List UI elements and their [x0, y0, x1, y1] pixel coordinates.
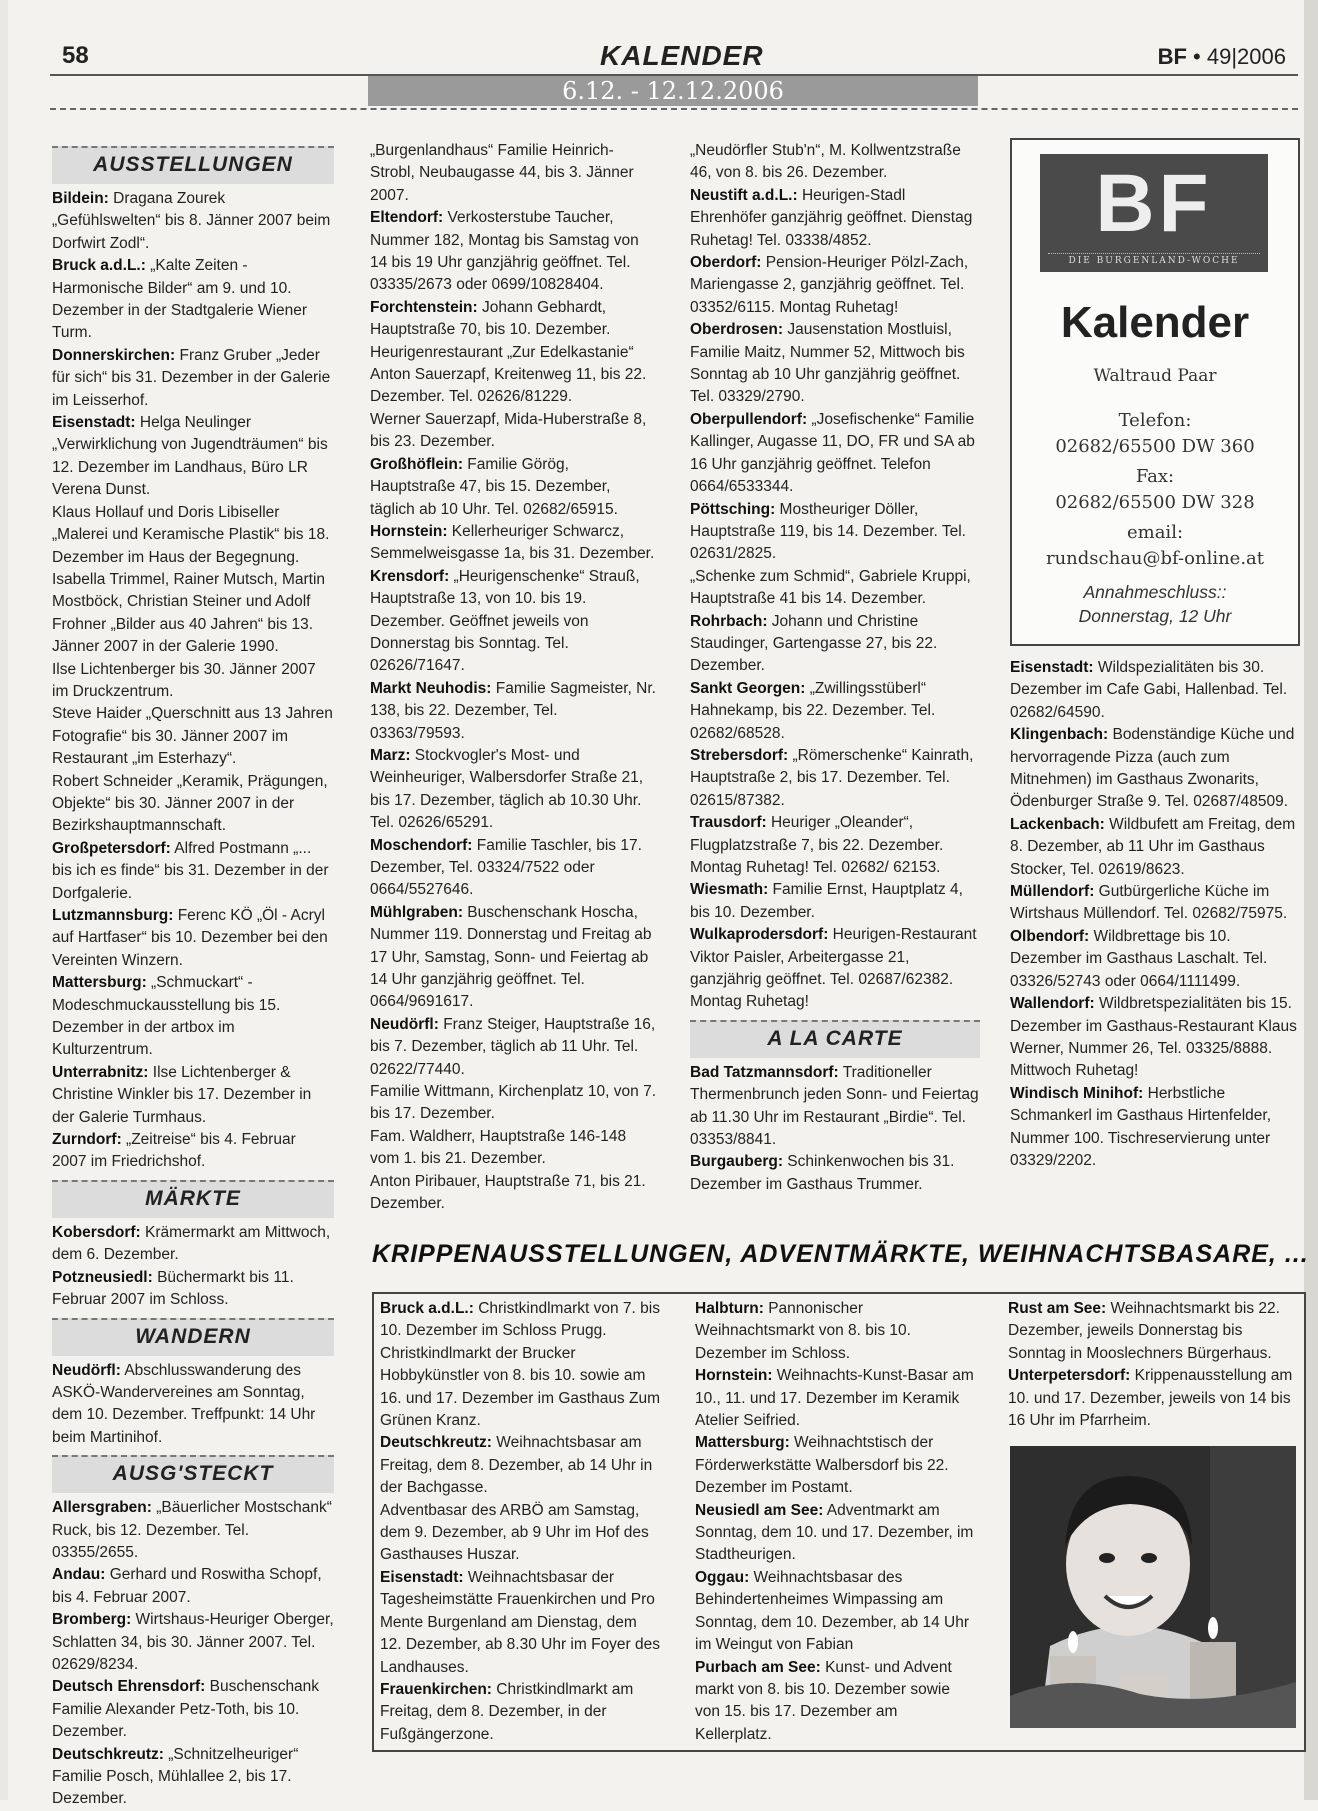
listing-entry: [370, 835, 656, 902]
listing-entry: [690, 140, 980, 185]
listing-text: Klaus Hollauf und Doris Libiseller „Malerei und Keramische Plastik“ bis 18. Dezember im Haus der Begegnung.: [52, 503, 330, 566]
listing-place: Kobersdorf:: [52, 1223, 141, 1241]
listing-place: Mattersburg:: [695, 1434, 790, 1452]
listing-place: Großhöflein:: [370, 455, 463, 473]
listing-text: Familie Sagmeister, Nr. 138, bis 22. Dezember, Tel. 03363/79593.: [370, 679, 656, 742]
issue-number: 49|2006: [1206, 44, 1286, 69]
listing-entry: [52, 412, 334, 502]
listing-place: Purbach am See:: [695, 1658, 821, 1676]
listing-text: Weihnachtsbasar des Behindertenheimes Wimpassing am Sonntag, dem 10. Dezember, ab 14 Uhr im Weingut von Fabian: [695, 1568, 969, 1654]
listing-place: Wulkaprodersdorf:: [690, 926, 829, 944]
listing-place: Bad Tatzmannsdorf:: [690, 1063, 839, 1081]
listing-entry: [52, 1360, 334, 1450]
editor-name: Waltraud Paar: [1093, 366, 1217, 386]
listing-place: Moschendorf:: [370, 836, 473, 854]
listing-entry: [380, 1567, 662, 1679]
listing-entry: [370, 207, 656, 297]
listing-place: Rohrbach:: [690, 612, 768, 630]
listing-text: Johann und Christine Staudinger, Gartengasse 27, bis 22. Dezember.: [690, 612, 938, 675]
listing-text: Adventbasar des ARBÖ am Samstag, dem 9. Dezember, ab 9 Uhr im Hof des Gasthauses Huszar.: [380, 1501, 649, 1564]
listing-place: Andau:: [52, 1566, 106, 1584]
listing-place: Sankt Georgen:: [690, 679, 806, 697]
listing-text: „Römerschenke“ Kainrath, Hauptstraße 2, bis 17. Dezember. Tel. 02615/87382.: [690, 746, 974, 809]
listing-text: Anton Piribauer, Hauptstraße 71, bis 21. Dezember.: [370, 1172, 646, 1213]
listing-entry: [690, 924, 980, 1014]
listing-entry: [690, 499, 980, 566]
listing-text: Buschenschank Familie Alexander Petz-Toth, bis 10. Dezember.: [52, 1678, 320, 1741]
listing-place: Halbturn:: [695, 1300, 764, 1317]
listing-place: Potzneusiedl:: [52, 1268, 153, 1286]
listing-place: Frauenkirchen:: [380, 1680, 492, 1698]
listing-place: Eisenstadt:: [1010, 659, 1094, 676]
listing-entry: [370, 902, 656, 1014]
listing-entry: [1010, 881, 1300, 926]
page-number: 58: [62, 42, 89, 69]
listing-entry: [52, 188, 334, 255]
listing-text: Christkindlmarkt am Freitag, dem 8. Dezember, in der Fußgängerzone.: [380, 1680, 634, 1743]
listing-entry: [52, 703, 334, 770]
listing-place: Oberdrosen:: [690, 321, 784, 339]
listing-entry: [52, 838, 334, 905]
listing-place: Unterpetersdorf:: [1008, 1367, 1131, 1385]
listing-entry: [695, 1567, 977, 1657]
listing-text: Steve Haider „Querschnitt aus 13 Jahren Fotografie“ bis 30. Jänner 2007 im Restaurant „im Esterhazy“.: [52, 705, 333, 768]
listing-text: Wildbufett am Freitag, dem 8. Dezember, ab 11 Uhr im Gasthaus Stocker, Tel. 02619/8623.: [1010, 815, 1296, 878]
listing-place: Eisenstadt:: [380, 1568, 464, 1586]
listing-text: Heurigen-Restaurant Viktor Paisler, Arbeitergasse 21, ganzjährig geöffnet. Tel. 02687/62382. Montag Ruhetag!: [690, 926, 977, 1011]
listing-text: Herbstliche Schmankerl im Gasthaus Hirtenfelder, Nummer 100. Tischreservierung unter 03329/2202.: [1010, 1084, 1272, 1169]
listing-entry: [52, 1564, 334, 1609]
listing-text: Verkosterstube Taucher, Nummer 182, Montag bis Samstag von 14 bis 19 Uhr ganzjährig geöffnet. Tel. 03335/2673 oder 0699/10828404.: [370, 209, 639, 294]
listing-place: Oberpullendorf:: [690, 410, 808, 428]
listing-entry: [1010, 993, 1300, 1083]
listing-place: Müllendorf:: [1010, 883, 1095, 901]
listing-place: Deutsch Ehrensdorf:: [52, 1678, 206, 1696]
listing-text: Wildbretspezialitäten bis 15. Dezember im Gasthaus-Restaurant Klaus Werner, Nummer 26, Tel. 03325/8888. Mittwoch Ruhetag!: [1010, 995, 1297, 1080]
listing-entry: [52, 1676, 334, 1743]
listing-entry: [370, 1014, 656, 1081]
kalender-heading: Kalender: [1060, 298, 1250, 347]
listing-place: Neustift a.d.L.:: [690, 186, 798, 204]
listing-text: Weihnachts-Kunst-Basar am 10., 11. und 17. Dezember im Keramik Atelier Seifried.: [695, 1367, 974, 1430]
page-left-margin: [0, 0, 8, 1800]
deadline-value: Donnerstag, 12 Uhr: [1078, 606, 1232, 626]
column-2: [370, 140, 656, 1216]
listing-entry: [370, 566, 656, 678]
listing-text: „Zwillingsstüberl“ Hahnekamp, bis 22. Dezember. Tel. 02682/68528.: [690, 679, 936, 742]
listing-place: Pöttsching:: [690, 500, 776, 518]
listing-text: Mostheuriger Döller, Hauptstraße 119, bis 14. Dezember. Tel. 02631/2825.: [690, 500, 966, 563]
listing-entry: [52, 659, 334, 704]
listing-text: „Heurigenschenke“ Strauß, Hauptstraße 13, von 10. bis 19. Dezember. Geöffnet jeweils von Donnerstag bis Sonntag. Tel. 02626/71647.: [370, 567, 640, 675]
listing-place: Lutzmannsburg:: [52, 907, 174, 924]
phone-label: Telefon:: [1118, 410, 1192, 431]
listing-entry: [690, 745, 980, 812]
listing-text: Franz Gruber „Jeder für sich“ bis 31. Dezember in der Galerie im Leisserhof.: [52, 346, 331, 409]
column-3: [690, 140, 980, 1196]
listing-entry: [690, 409, 980, 499]
listing-text: Werner Sauerzapf, Mida-Huberstraße 8, bis 23. Dezember.: [370, 410, 647, 451]
listing-entry: [370, 745, 656, 835]
listing-entry: [1010, 926, 1300, 993]
listing-place: Allersgraben:: [52, 1499, 152, 1517]
listing-entry: [370, 678, 656, 745]
listing-place: Marz:: [370, 746, 411, 764]
listing-text: Stockvogler's Most- und Weinheuriger, Walbersdorfer Straße 21, bis 17. Dezember, täglich ab 10.30 Uhr. Tel. 02626/65291.: [370, 746, 644, 832]
listing-text: Krippenausstellung am 10. und 17. Dezember, jeweils von 14 bis 16 Uhr im Pfarrheim.: [1008, 1367, 1293, 1430]
listing-text: Ferenc KÖ „Öl - Acryl auf Hartfaser“ bis 10. Dezember bei den Vereinten Winzern.: [52, 907, 328, 969]
krippen-column-3: [1008, 1298, 1298, 1432]
listing-place: Rust am See:: [1008, 1300, 1107, 1317]
section-heading-m-rkte: MÄRKTE: [52, 1180, 334, 1218]
child-candles-photo: [1010, 1446, 1296, 1728]
krippen-column-2: [695, 1298, 977, 1746]
section-heading-wandern: WANDERN: [52, 1318, 334, 1356]
listing-entry: [690, 812, 980, 879]
listing-text: Buschenschank Hoscha, Nummer 119. Donnerstag und Freitag ab 17 Uhr, Samstag, Sonn- und Feiertag ab 14 Uhr ganzjährig geöffnet. Tel. 0664/9691617.: [370, 903, 652, 1011]
listing-entry: [52, 1129, 334, 1174]
listing-place: Mattersburg:: [52, 974, 147, 992]
listing-entry: [690, 678, 980, 745]
listing-entry: [380, 1679, 662, 1746]
listing-text: Kellerheuriger Schwarcz, Semmelweisgasse 1a, bis 31. Dezember.: [370, 522, 655, 563]
listing-entry: [695, 1365, 977, 1432]
krippen-heading: KRIPPENAUSSTELLUNGEN, ADVENTMÄRKTE, WEIHNACHTSBASARE, ...: [372, 1240, 1309, 1268]
listing-text: Heurigenrestaurant „Zur Edelkastanie“ Anton Sauerzapf, Kreitenweg 11, bis 22. Dezember. Tel. 02626/81229.: [370, 343, 647, 406]
listing-text: „Burgenlandhaus“ Familie Heinrich-Strobl, Neubaugasse 44, bis 3. Jänner 2007.: [370, 142, 634, 204]
bf-logo: [1040, 154, 1268, 272]
listing-entry: [370, 342, 656, 409]
listing-entry: [52, 771, 334, 838]
listing-place: Zurndorf:: [52, 1131, 122, 1149]
listing-text: Pension-Heuriger Pölzl-Zach, Mariengasse 2, ganzjährig geöffnet. Tel. 03352/6115. Montag Ruhetag!: [690, 254, 969, 316]
listing-text: Christkindlmarkt der Brucker Hobbykünstler von 8. bis 10. sowie am 16. und 17. Dezember im Gasthaus Zum Grünen Kranz.: [380, 1344, 660, 1430]
listing-text: Weihnachtsbasar am Freitag, dem 8. Dezember, ab 14 Uhr in der Bachgasse.: [380, 1434, 653, 1497]
header-dashed-rule: [50, 108, 1298, 110]
fax-number: 02682/65500 DW 328: [1055, 492, 1255, 513]
listing-place: Windisch Minihof:: [1010, 1084, 1144, 1102]
listing-entry: [1010, 814, 1300, 881]
column-1: [52, 140, 334, 1811]
listing-text: Isabella Trimmel, Rainer Mutsch, Martin Mostböck, Christian Steiner und Adolf Frohner „Bilder aus 40 Jahren“ bis 13. Jänner 2007 in der Galerie 1990.: [52, 570, 326, 656]
listing-text: Wildspezialitäten bis 30. Dezember im Cafe Gabi, Hallenbad. Tel. 02682/64590.: [1010, 659, 1288, 721]
listing-entry: [690, 319, 980, 409]
listing-place: Hornstein:: [695, 1367, 773, 1385]
listing-entry: [695, 1657, 977, 1747]
listing-place: Strebersdorf:: [690, 746, 789, 764]
listing-place: Bildein:: [52, 190, 109, 207]
listing-place: Burgauberg:: [690, 1153, 783, 1171]
listing-text: Familie Taschler, bis 17. Dezember, Tel. 03324/7522 oder 0664/5527646.: [370, 836, 642, 899]
listing-text: Wirtshaus-Heuriger Oberger, Schlatten 34, bis 30. Jänner 2007. Tel. 02629/8234.: [52, 1611, 334, 1673]
listing-place: Bromberg:: [52, 1611, 132, 1629]
listing-place: Neusiedl am See:: [695, 1501, 824, 1519]
listing-text: Robert Schneider „Keramik, Prägungen, Objekte“ bis 30. Jänner 2007 in der Bezirkshauptmannschaft.: [52, 772, 328, 835]
listing-place: Großpetersdorf:: [52, 839, 171, 857]
listing-text: Bodenständige Küche und hervorragende Pizza (auch zum Mitnehmen) im Gasthaus Zwonarits, Ödenburger Straße 9. Tel. 02687/48509.: [1010, 726, 1295, 811]
listing-entry: [690, 566, 980, 611]
listing-entry: [380, 1298, 662, 1343]
email-address[interactable]: rundschau@bf-online.at: [1045, 548, 1265, 569]
listing-entry: [690, 185, 980, 252]
listing-entry: [695, 1432, 977, 1499]
phone-number: 02682/65500 DW 360: [1055, 436, 1255, 457]
listing-place: Markt Neuhodis:: [370, 679, 492, 697]
listing-entry: [52, 972, 334, 1062]
issue-info: [1158, 44, 1286, 70]
bf-logo-subtitle: DIE BURGENLAND-WOCHE: [1048, 253, 1260, 266]
issue-separator: •: [1193, 44, 1201, 69]
listing-entry: [370, 140, 656, 207]
listing-place: Hornstein:: [370, 522, 448, 540]
listing-text: Weihnachtsmarkt bis 22. Dezember, jeweils Donnerstag bis Sonntag in Mooslechners Bürgerhaus.: [1008, 1300, 1280, 1362]
page-right-fold: [1304, 0, 1318, 1800]
listing-entry: [690, 611, 980, 678]
listing-entry: [52, 1609, 334, 1676]
listing-entry: [1008, 1365, 1298, 1432]
listing-entry: [690, 252, 980, 319]
listing-text: Familie Wittmann, Kirchenplatz 10, von 7. bis 17. Dezember.: [370, 1083, 657, 1123]
listing-text: „Neudörfler Stub'n“, M. Kollwentzstraße 46, von 8. bis 26. Dezember.: [690, 142, 961, 182]
listing-text: „Schnitzelheuriger“ Familie Posch, Mühlallee 2, bis 17. Dezember.: [52, 1745, 299, 1808]
listing-entry: [1010, 657, 1300, 724]
contact-info-box: [1010, 138, 1300, 646]
listing-place: Bruck a.d.L.:: [380, 1300, 474, 1317]
listing-text: „Schenke zum Schmid“, Gabriele Kruppi, Hauptstraße 41 bis 14. Dezember.: [690, 567, 971, 608]
listing-text: Ilse Lichtenberger & Christine Winkler bis 17. Dezember in der Galerie Turmhaus.: [52, 1063, 312, 1126]
bf-logo-letters: BF: [1095, 158, 1213, 249]
listing-place: Eisenstadt:: [52, 414, 136, 432]
page-title: KALENDER: [600, 40, 764, 71]
listing-text: Gerhard und Roswitha Schopf, bis 4. Februar 2007.: [52, 1566, 322, 1606]
listing-entry: [370, 521, 656, 566]
listing-text: Kunst- und Advent markt von 8. bis 10. Dezember sowie von 15. bis 17. Dezember am Kellerplatz.: [695, 1658, 952, 1743]
listing-place: Deutschkreutz:: [52, 1745, 164, 1763]
listing-entry: [380, 1500, 662, 1567]
listing-place: Forchtenstein:: [370, 298, 478, 316]
section-heading-ausstellungen: AUSSTELLUNGEN: [52, 146, 334, 184]
listing-text: Gutbürgerliche Küche im Wirtshaus Müllendorf. Tel. 02682/75975.: [1010, 883, 1288, 923]
listing-entry: [695, 1298, 977, 1365]
listing-text: Traditioneller Thermenbrunch jeden Sonn- und Feiertag ab 11.30 Uhr im Restaurant „Birdie“. Tel. 03353/8841.: [690, 1063, 979, 1149]
listing-text: „Zeitreise“ bis 4. Februar 2007 im Friedrichshof.: [52, 1131, 296, 1171]
listing-entry: [1010, 1083, 1300, 1173]
listing-text: Heuriger „Oleander“, Flugplatzstraße 7, bis 22. Dezember. Montag Ruhetag! Tel. 02682/ 62153.: [690, 814, 944, 876]
listing-text: Ilse Lichtenberger bis 30. Jänner 2007 im Druckzentrum.: [52, 660, 316, 700]
listing-place: Wallendorf:: [1010, 995, 1095, 1013]
deadline-label: Annahmeschluss::: [1083, 582, 1227, 602]
listing-entry: [695, 1500, 977, 1567]
listing-entry: [52, 569, 334, 659]
listing-text: Familie Görög, Hauptstraße 47, bis 15. Dezember, täglich ab 10 Uhr. Tel. 02682/65915.: [370, 455, 618, 518]
listing-text: „Josefischenke“ Familie Kallinger, Augasse 11, DO, FR und SA ab 16 Uhr ganzjährig geöffnet. Telefon 0664/6533344.: [690, 410, 975, 496]
listing-place: Oberdorf:: [690, 254, 762, 272]
listing-place: Bruck a.d.L.:: [52, 257, 146, 275]
email-label: email:: [1126, 522, 1184, 543]
listing-entry: [52, 1267, 334, 1312]
listing-text: Krämermarkt am Mittwoch, dem 6. Dezember.: [52, 1223, 331, 1264]
listing-text: Alfred Postmann „... bis ich es finde“ bis 31. Dezember in der Dorfgalerie.: [52, 839, 329, 902]
listing-entry: [380, 1432, 662, 1499]
listing-entry: [690, 879, 980, 924]
listing-entry: [52, 1497, 334, 1564]
date-range-band: 6.12. - 12.12.2006: [368, 76, 978, 106]
listing-entry: [370, 297, 656, 342]
listing-text: Adventmarkt am Sonntag, dem 10. und 17. Dezember, im Stadtheurigen.: [695, 1501, 974, 1564]
listing-entry: [690, 1062, 980, 1152]
listing-place: Krensdorf:: [370, 567, 450, 585]
listing-place: Wiesmath:: [690, 881, 769, 899]
listing-text: „Kalte Zeiten - Harmonische Bilder“ am 9. und 10. Dezember in der Stadtgalerie Wiener Turm.: [52, 257, 308, 342]
listing-entry: [52, 1222, 334, 1267]
listing-place: Eltendorf:: [370, 209, 444, 227]
listing-entry: [690, 1151, 980, 1196]
listing-place: Neudörfl:: [52, 1361, 121, 1379]
listing-text: Christkindlmarkt von 7. bis 10. Dezember im Schloss Prugg.: [380, 1300, 660, 1340]
listing-text: Heurigen-Stadl Ehrenhöfer ganzjährig geöffnet. Dienstag Ruhetag! Tel. 03338/4852.: [690, 186, 973, 249]
listing-text: Weihnachtstisch der Förderwerkstätte Walbersdorf bis 22. Dezember im Postamt.: [695, 1434, 949, 1497]
listing-text: Jausenstation Mostluisl, Familie Maitz, Nummer 52, Mittwoch bis Sonntag ab 10 Uhr ganzjährig geöffnet. Tel. 03329/2790.: [690, 321, 965, 406]
column-4: [1010, 657, 1300, 1172]
listing-entry: [370, 454, 656, 521]
listing-place: Olbendorf:: [1010, 927, 1090, 945]
listing-entry: [1010, 724, 1300, 814]
photo-illustration: [1010, 1446, 1296, 1728]
listing-text: Franz Steiger, Hauptstraße 16, bis 7. Dezember, täglich ab 11 Uhr. Tel. 02622/77440.: [370, 1015, 656, 1078]
listing-place: Deutschkreutz:: [380, 1434, 492, 1452]
listing-text: Johann Gebhardt, Hauptstraße 70, bis 10. Dezember.: [370, 298, 611, 339]
listing-text: Wildbrettage bis 10. Dezember im Gasthaus Laschalt. Tel. 03326/52743 oder 0664/1111499.: [1010, 927, 1268, 990]
listing-entry: [52, 1744, 334, 1811]
listing-text: Dragana Zourek „Gefühlswelten“ bis 8. Jänner 2007 beim Dorfwirt Zodl“.: [52, 190, 331, 252]
listing-place: Donnerskirchen:: [52, 346, 176, 364]
listing-entry: [370, 1081, 656, 1126]
listing-entry: [380, 1343, 662, 1433]
section-heading-a-la-carte: A LA CARTE: [690, 1020, 980, 1058]
listing-place: Trausdorf:: [690, 814, 767, 832]
listing-text: „Bäuerlicher Mostschank“ Ruck, bis 12. Dezember. Tel. 03355/2655.: [52, 1499, 332, 1561]
listing-text: Fam. Waldherr, Hauptstraße 146-148 vom 1. bis 21. Dezember.: [370, 1127, 627, 1168]
listing-place: Oggau:: [695, 1568, 750, 1586]
listing-entry: [52, 1062, 334, 1129]
listing-entry: [370, 1171, 656, 1216]
listing-entry: [370, 1126, 656, 1171]
section-heading-ausg-steckt: AUSG'STECKT: [52, 1455, 334, 1493]
issue-brand: BF: [1157, 44, 1187, 69]
listing-place: Unterrabnitz:: [52, 1063, 149, 1081]
listing-entry: [52, 255, 334, 345]
listing-text: Weihnachtsbasar der Tagesheimstätte Frauenkirchen und Pro Mente Burgenland am Dienstag, dem 12. Dezember, ab 8.30 Uhr im Foyer des Landhauses.: [380, 1568, 660, 1676]
listing-text: Helga Neulinger „Verwirklichung von Jugendträumen“ bis 12. Dezember im Landhaus, Büro LR Verena Dunst.: [52, 414, 328, 499]
listing-text: Schinkenwochen bis 31. Dezember im Gasthaus Trummer.: [690, 1153, 955, 1193]
listing-entry: [52, 905, 334, 972]
listing-place: Lackenbach:: [1010, 815, 1105, 833]
fax-label: Fax:: [1135, 466, 1175, 487]
listing-text: Pannonischer Weihnachtsmarkt von 8. bis 10. Dezember im Schloss.: [695, 1300, 911, 1362]
listing-entry: [52, 345, 334, 412]
listing-place: Klingenbach:: [1010, 726, 1109, 744]
listing-text: Büchermarkt bis 11. Februar 2007 im Schloss.: [52, 1268, 294, 1309]
krippen-column-1: [380, 1298, 662, 1746]
listing-place: Neudörfl:: [370, 1015, 439, 1033]
listing-text: Familie Ernst, Hauptplatz 4, bis 10. Dezember.: [690, 881, 963, 921]
listing-text: Abschlusswanderung des ASKÖ-Wandervereines am Sonntag, dem 10. Dezember. Treffpunkt: 14 Uhr beim Martinihof.: [52, 1361, 316, 1446]
listing-place: Mühlgraben:: [370, 903, 463, 921]
listing-text: „Schmuckart“ - Modeschmuckausstellung bis 15. Dezember in der artbox im Kulturzentrum.: [52, 974, 281, 1059]
listing-entry: [370, 409, 656, 454]
listing-entry: [52, 502, 334, 569]
listing-entry: [1008, 1298, 1298, 1365]
